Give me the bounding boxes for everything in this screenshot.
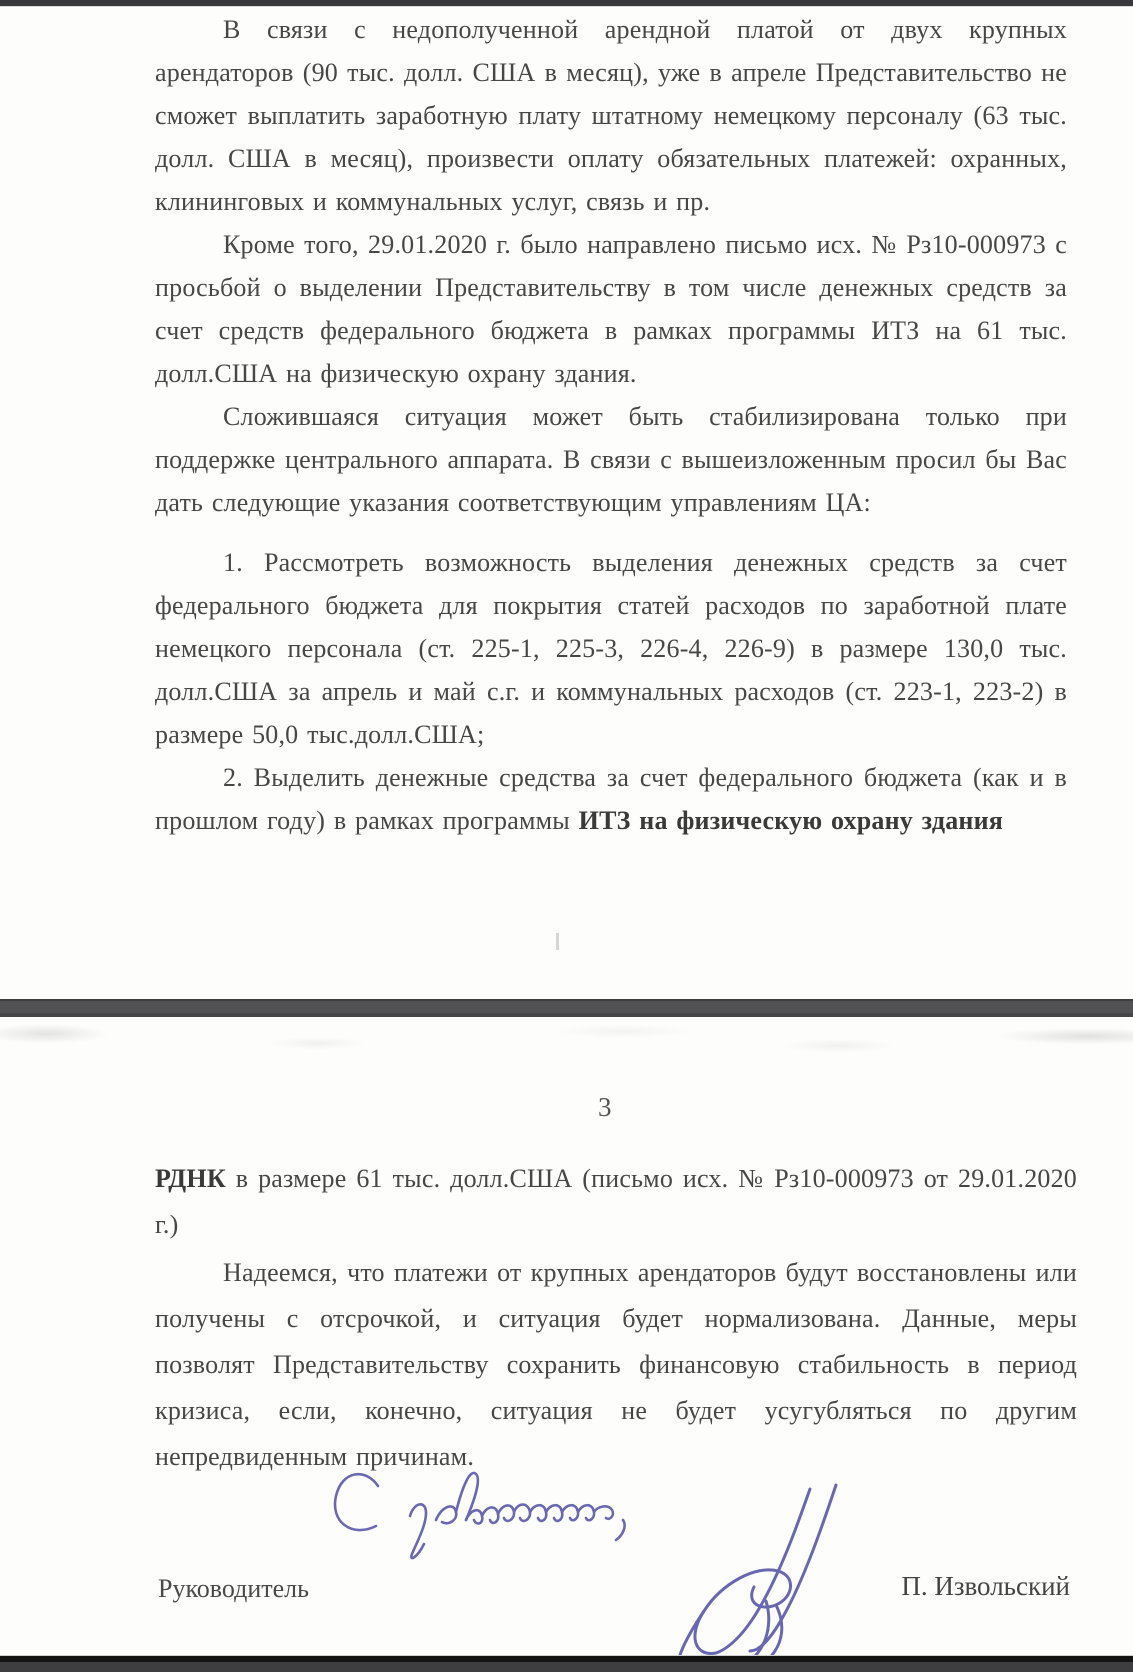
signer-name: П. Извольский xyxy=(901,1571,1070,1601)
paragraph-rent-shortfall: В связи с недополученной арендной платой от двух крупных арендаторов (90 тыс. долл. США в месяц), уже в апреле Представительство не сможет выплатить заработную плату штатному немецкому персоналу (63 тыс. долл. США в месяц), произвести оплату обязательных платежей: охранных, клининговых и коммунальных услуг, связь и пр. xyxy=(155,15,1067,216)
signer-title: Руководитель xyxy=(158,1574,309,1603)
paragraph-rdnk-bold: РДНК xyxy=(155,1164,226,1193)
paragraph-rdnk xyxy=(155,1156,1077,1248)
bottom-divider-bar xyxy=(0,1655,1133,1672)
paragraph-rdnk-text: в размере 61 тыс. долл.США (письмо исх. № Рз10-000973 от 29.01.2020 г.) xyxy=(155,1164,1077,1239)
paragraph-hope: Надеемся, что платежи от крупных арендаторов будут восстановлены или получены с отсрочкой, и ситуация будет нормализована. Данные, меры позволят Представительству сохранить финансовую стабильность в период кризиса, если, конечно, ситуация не будет усугубляться по другим непредвиденным причинам. xyxy=(155,1258,1077,1471)
page-2 xyxy=(155,8,1067,842)
paragraph-letter-request: Кроме того, 29.01.2020 г. было направлено письмо исх. № Рз10-000973 с просьбой о выделении Представительству в том числе денежных средств за счет средств федерального бюджета в рамках программы ИТЗ на 61 тыс. долл.США на физическую охрану здания. xyxy=(155,230,1067,388)
paragraph-situation: Сложившаяся ситуация может быть стабилизирована только при поддержке центрального аппарата. В связи с вышеизложенным просил бы Вас дать следующие указания соответствующим управлениям ЦА: xyxy=(155,402,1067,517)
page-separator-bar xyxy=(0,999,1133,1017)
page-number: 3 xyxy=(598,1092,612,1122)
list-item-2 xyxy=(155,756,1067,842)
top-divider-bar xyxy=(0,0,1133,7)
signature xyxy=(598,1483,898,1655)
scan-noise-band xyxy=(0,1017,1133,1065)
list-item-2-bold-text: ИТЗ на физическую охрану здания xyxy=(578,806,1004,835)
list-item-1: 1. Рассмотреть возможность выделения денежных средств за счет федерального бюджета для покрытия статей расходов по заработной плате немецкого персонала (ст. 225-1, 225-3, 226-4, 226-9) в размере 130,0 тыс. долл.США за апрель и май с.г. и коммунальных расходов (ст. 223-1, 223-2) в размере 50,0 тыс.долл.США; xyxy=(155,548,1067,749)
list-item-2-text: 2. Выделить денежные средства за счет федерального бюджета (как и в прошлом году) в рамках программы xyxy=(155,763,1067,835)
scan-artifact xyxy=(556,933,559,950)
